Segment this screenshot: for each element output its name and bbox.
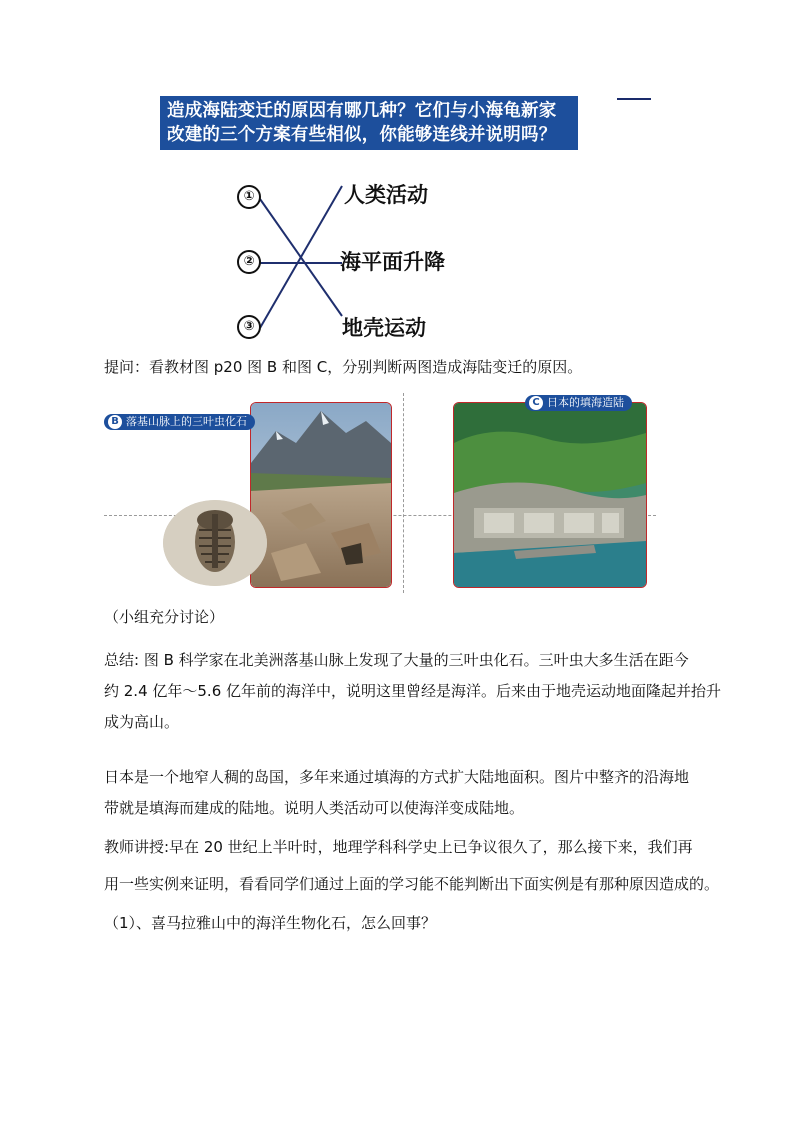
- number-3: ③: [237, 315, 261, 339]
- summary-line-2: 约 2.4 亿年～5.6 亿年前的海洋中，说明这里曾经是海洋。后来由于地壳运动地面隆起并抬升: [104, 682, 722, 700]
- figure-b-caption: [104, 414, 255, 430]
- japan-line-1: 日本是一个地窄人稠的岛国，多年来通过填海的方式扩大陆地面积。图片中整齐的沿海地: [104, 768, 690, 786]
- reclaimed-land-image: [454, 403, 646, 587]
- figure-c-caption-text: 日本的填海造陆: [547, 396, 624, 409]
- question-text: 提问：看教材图 p20 图 B 和图 C，分别判断两图造成海陆变迁的原因。: [104, 358, 583, 376]
- banner-line-2: 改建的三个方案有些相似，你能够连线并说明吗？: [167, 125, 557, 145]
- number-2: ②: [237, 250, 261, 274]
- discussion-text: （小组充分讨论）: [104, 608, 225, 626]
- banner-line-1: 造成海陆变迁的原因有哪几种？它们与小海龟新家: [167, 101, 557, 121]
- figure-b-caption-text: 落基山脉上的三叶虫化石: [126, 415, 247, 428]
- teacher-line-2: 用一些实例来证明，看看同学们通过上面的学习能不能判断出下面实例是有那种原因造成的。: [104, 875, 720, 893]
- teacher-line-1: 教师讲授:早在 20 世纪上半叶时，地理学科科学史上已争议很久了，那么接下来，我们再: [104, 838, 693, 856]
- question-banner: [160, 96, 578, 150]
- summary-line-1: 总结: 图 B 科学家在北美洲落基山脉上发现了大量的三叶虫化石。三叶虫大多生活在距今: [104, 651, 689, 669]
- item-1-text: （1）、喜马拉雅山中的海洋生物化石，怎么回事？: [104, 914, 437, 932]
- figure-guide-vertical: [403, 393, 404, 593]
- cause-human-activity: 人类活动: [344, 183, 428, 207]
- summary-line-3: 成为高山。: [104, 713, 180, 731]
- figure-c-letter: C: [529, 396, 543, 410]
- figure-c-caption: [525, 395, 632, 411]
- figure-b-letter: B: [108, 415, 122, 429]
- figure-c-photo: [453, 402, 647, 588]
- top-rule: [617, 98, 651, 100]
- matching-diagram: [230, 172, 490, 340]
- line-3-to-1: [260, 186, 342, 328]
- trilobite-fossil-image: [163, 500, 267, 586]
- cause-crust-movement: 地壳运动: [342, 316, 426, 340]
- figure-b-photo: [250, 402, 392, 588]
- mountain-landscape-image: [251, 403, 391, 587]
- japan-line-2: 带就是填海而建成的陆地。说明人类活动可以使海洋变成陆地。: [104, 799, 525, 817]
- number-1: ①: [237, 185, 261, 209]
- cause-sea-level: 海平面升降: [340, 250, 445, 274]
